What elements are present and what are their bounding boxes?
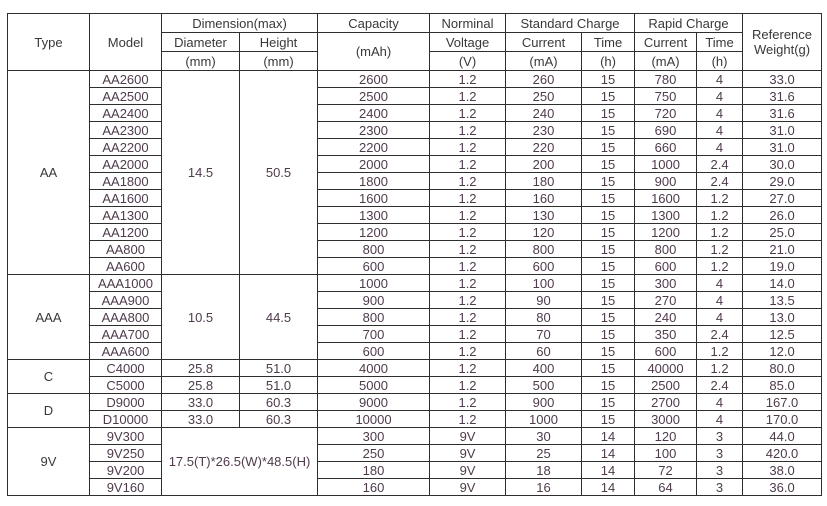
cell-capacity: 250 (318, 445, 430, 462)
cell-standard-time: 15 (582, 190, 635, 207)
table-header (8, 14, 822, 71)
cell-rapid-time: 3 (697, 462, 743, 479)
cell-height: 60.3 (240, 394, 318, 411)
cell-model: AA2300 (90, 122, 162, 139)
cell-voltage: 9V (430, 462, 506, 479)
cell-standard-time: 15 (582, 224, 635, 241)
cell-weight: 29.0 (743, 173, 822, 190)
cell-weight: 30.0 (743, 156, 822, 173)
table-row (8, 326, 822, 343)
cell-weight: 167.0 (743, 394, 822, 411)
cell-capacity: 2200 (318, 139, 430, 156)
col-header-standard-time-unit: (h) (582, 52, 635, 71)
col-header-voltage-unit: (V) (430, 52, 506, 71)
table-row (8, 275, 822, 292)
cell-type: AAA (8, 275, 90, 360)
reference-weight-line2: Weight(g) (753, 42, 811, 57)
cell-weight: 21.0 (743, 241, 822, 258)
cell-voltage: 1.2 (430, 394, 506, 411)
cell-standard-current: 800 (506, 241, 582, 258)
cell-standard-time: 15 (582, 207, 635, 224)
cell-diameter: 25.8 (162, 360, 240, 377)
cell-rapid-current: 3000 (635, 411, 697, 428)
cell-standard-current: 250 (506, 88, 582, 105)
cell-diameter: 14.5 (162, 71, 240, 275)
col-header-standard-time: Time (582, 33, 635, 52)
cell-rapid-current: 1300 (635, 207, 697, 224)
cell-model: 9V200 (90, 462, 162, 479)
cell-rapid-current: 72 (635, 462, 697, 479)
cell-rapid-time: 4 (697, 292, 743, 309)
cell-rapid-current: 2500 (635, 377, 697, 394)
cell-type: 9V (8, 428, 90, 496)
table-row (8, 377, 822, 394)
cell-standard-time: 15 (582, 258, 635, 275)
cell-standard-current: 16 (506, 479, 582, 496)
cell-voltage: 1.2 (430, 71, 506, 88)
cell-model: AA2400 (90, 105, 162, 122)
cell-height: 60.3 (240, 411, 318, 428)
cell-model: 9V300 (90, 428, 162, 445)
cell-height: 51.0 (240, 377, 318, 394)
table-row (8, 479, 822, 496)
cell-rapid-current: 120 (635, 428, 697, 445)
cell-rapid-time: 1.2 (697, 190, 743, 207)
table-row (8, 428, 822, 445)
cell-model: D9000 (90, 394, 162, 411)
header-row-1 (8, 14, 822, 33)
cell-rapid-current: 1000 (635, 156, 697, 173)
cell-rapid-current: 2700 (635, 394, 697, 411)
cell-standard-time: 15 (582, 292, 635, 309)
cell-dimension: 17.5(T)*26.5(W)*48.5(H) (162, 428, 318, 496)
cell-rapid-time: 1.2 (697, 258, 743, 275)
cell-voltage: 1.2 (430, 105, 506, 122)
cell-standard-current: 1000 (506, 411, 582, 428)
cell-standard-time: 15 (582, 377, 635, 394)
cell-model: AAA600 (90, 343, 162, 360)
col-header-capacity: Capacity (318, 14, 430, 33)
cell-standard-time: 15 (582, 326, 635, 343)
cell-weight: 26.0 (743, 207, 822, 224)
cell-weight: 31.6 (743, 105, 822, 122)
cell-standard-current: 130 (506, 207, 582, 224)
cell-weight: 12.0 (743, 343, 822, 360)
col-header-reference-weight (743, 14, 822, 71)
cell-standard-time: 14 (582, 445, 635, 462)
cell-standard-current: 25 (506, 445, 582, 462)
table-row (8, 445, 822, 462)
cell-weight: 38.0 (743, 462, 822, 479)
reference-weight-line1: Reference (752, 27, 813, 42)
table-row (8, 207, 822, 224)
cell-rapid-time: 3 (697, 479, 743, 496)
cell-capacity: 300 (318, 428, 430, 445)
cell-capacity: 160 (318, 479, 430, 496)
cell-rapid-time: 4 (697, 309, 743, 326)
cell-diameter: 33.0 (162, 411, 240, 428)
cell-standard-time: 15 (582, 309, 635, 326)
cell-standard-time: 15 (582, 88, 635, 105)
cell-voltage: 1.2 (430, 309, 506, 326)
cell-weight: 31.0 (743, 139, 822, 156)
cell-standard-current: 180 (506, 173, 582, 190)
cell-voltage: 1.2 (430, 292, 506, 309)
cell-diameter: 10.5 (162, 275, 240, 360)
col-header-dimension-group: Dimension(max) (162, 14, 318, 33)
table-row (8, 88, 822, 105)
cell-voltage: 1.2 (430, 173, 506, 190)
cell-weight: 19.0 (743, 258, 822, 275)
cell-weight: 420.0 (743, 445, 822, 462)
cell-capacity: 10000 (318, 411, 430, 428)
cell-rapid-time: 4 (697, 88, 743, 105)
cell-type: D (8, 394, 90, 428)
cell-standard-current: 500 (506, 377, 582, 394)
cell-rapid-current: 780 (635, 71, 697, 88)
cell-standard-current: 120 (506, 224, 582, 241)
table-row (8, 139, 822, 156)
cell-weight: 13.5 (743, 292, 822, 309)
cell-standard-time: 15 (582, 173, 635, 190)
cell-type: AA (8, 71, 90, 275)
cell-model: AAA700 (90, 326, 162, 343)
cell-voltage: 1.2 (430, 88, 506, 105)
cell-rapid-current: 270 (635, 292, 697, 309)
cell-model: C5000 (90, 377, 162, 394)
cell-standard-time: 15 (582, 139, 635, 156)
table-body (8, 71, 822, 496)
cell-standard-time: 15 (582, 394, 635, 411)
table-row (8, 156, 822, 173)
cell-standard-current: 600 (506, 258, 582, 275)
cell-voltage: 1.2 (430, 139, 506, 156)
cell-capacity: 9000 (318, 394, 430, 411)
col-header-rapid-charge: Rapid Charge (635, 14, 743, 33)
cell-capacity: 1300 (318, 207, 430, 224)
cell-voltage: 1.2 (430, 241, 506, 258)
table-row (8, 224, 822, 241)
col-header-type: Type (8, 14, 90, 71)
table-row (8, 71, 822, 88)
cell-standard-time: 14 (582, 462, 635, 479)
col-header-voltage: Voltage (430, 33, 506, 52)
battery-spec-table (7, 13, 822, 496)
table-row (8, 241, 822, 258)
cell-model: AAA1000 (90, 275, 162, 292)
cell-capacity: 600 (318, 258, 430, 275)
cell-rapid-current: 750 (635, 88, 697, 105)
cell-capacity: 900 (318, 292, 430, 309)
cell-standard-time: 15 (582, 156, 635, 173)
cell-height: 50.5 (240, 71, 318, 275)
cell-model: 9V250 (90, 445, 162, 462)
col-header-model: Model (90, 14, 162, 71)
cell-height: 51.0 (240, 360, 318, 377)
cell-model: AA2000 (90, 156, 162, 173)
cell-rapid-current: 1200 (635, 224, 697, 241)
cell-model: AA2200 (90, 139, 162, 156)
cell-voltage: 1.2 (430, 122, 506, 139)
table-row (8, 462, 822, 479)
cell-model: AA1600 (90, 190, 162, 207)
cell-model: 9V160 (90, 479, 162, 496)
cell-model: AA800 (90, 241, 162, 258)
cell-rapid-time: 4 (697, 394, 743, 411)
table-row (8, 190, 822, 207)
cell-standard-current: 400 (506, 360, 582, 377)
cell-standard-time: 15 (582, 71, 635, 88)
cell-capacity: 1000 (318, 275, 430, 292)
cell-rapid-current: 40000 (635, 360, 697, 377)
cell-voltage: 1.2 (430, 326, 506, 343)
cell-rapid-time: 4 (697, 411, 743, 428)
cell-standard-current: 30 (506, 428, 582, 445)
cell-standard-current: 100 (506, 275, 582, 292)
cell-standard-current: 220 (506, 139, 582, 156)
col-header-norminal: Norminal (430, 14, 506, 33)
cell-rapid-current: 690 (635, 122, 697, 139)
col-header-standard-current: Current (506, 33, 582, 52)
col-header-rapid-current: Current (635, 33, 697, 52)
cell-rapid-current: 300 (635, 275, 697, 292)
cell-standard-time: 14 (582, 479, 635, 496)
cell-rapid-current: 600 (635, 258, 697, 275)
cell-standard-current: 80 (506, 309, 582, 326)
cell-rapid-time: 4 (697, 122, 743, 139)
cell-weight: 36.0 (743, 479, 822, 496)
cell-rapid-current: 800 (635, 241, 697, 258)
cell-weight: 31.0 (743, 122, 822, 139)
cell-standard-time: 15 (582, 241, 635, 258)
cell-capacity: 2000 (318, 156, 430, 173)
cell-rapid-time: 2.4 (697, 173, 743, 190)
cell-model: D10000 (90, 411, 162, 428)
cell-voltage: 1.2 (430, 275, 506, 292)
cell-rapid-current: 1600 (635, 190, 697, 207)
cell-capacity: 800 (318, 241, 430, 258)
cell-height: 44.5 (240, 275, 318, 360)
cell-standard-current: 60 (506, 343, 582, 360)
cell-rapid-time: 4 (697, 275, 743, 292)
cell-rapid-time: 2.4 (697, 326, 743, 343)
cell-rapid-time: 4 (697, 71, 743, 88)
cell-standard-current: 900 (506, 394, 582, 411)
cell-rapid-time: 4 (697, 105, 743, 122)
cell-voltage: 1.2 (430, 360, 506, 377)
col-header-standard-current-unit: (mA) (506, 52, 582, 71)
cell-voltage: 9V (430, 479, 506, 496)
cell-capacity: 700 (318, 326, 430, 343)
table-row (8, 122, 822, 139)
cell-rapid-time: 1.2 (697, 343, 743, 360)
cell-rapid-current: 64 (635, 479, 697, 496)
cell-rapid-time: 1.2 (697, 224, 743, 241)
cell-voltage: 1.2 (430, 377, 506, 394)
cell-voltage: 1.2 (430, 190, 506, 207)
cell-rapid-current: 720 (635, 105, 697, 122)
cell-rapid-time: 1.2 (697, 241, 743, 258)
cell-voltage: 9V (430, 445, 506, 462)
cell-weight: 44.0 (743, 428, 822, 445)
cell-model: AAA800 (90, 309, 162, 326)
col-header-height-unit: (mm) (240, 52, 318, 71)
cell-diameter: 25.8 (162, 377, 240, 394)
cell-model: C4000 (90, 360, 162, 377)
cell-weight: 31.6 (743, 88, 822, 105)
table-row (8, 292, 822, 309)
cell-model: AAA900 (90, 292, 162, 309)
table-row (8, 173, 822, 190)
cell-rapid-current: 600 (635, 343, 697, 360)
col-header-height: Height (240, 33, 318, 52)
col-header-standard-charge: Standard Charge (506, 14, 635, 33)
cell-capacity: 1200 (318, 224, 430, 241)
cell-type: C (8, 360, 90, 394)
cell-standard-current: 70 (506, 326, 582, 343)
cell-capacity: 2400 (318, 105, 430, 122)
col-header-rapid-current-unit: (mA) (635, 52, 697, 71)
cell-standard-time: 15 (582, 122, 635, 139)
cell-model: AA1200 (90, 224, 162, 241)
cell-capacity: 2300 (318, 122, 430, 139)
table-row (8, 105, 822, 122)
cell-standard-time: 15 (582, 411, 635, 428)
cell-rapid-time: 1.2 (697, 360, 743, 377)
cell-voltage: 1.2 (430, 411, 506, 428)
cell-weight: 80.0 (743, 360, 822, 377)
cell-standard-time: 15 (582, 275, 635, 292)
col-header-rapid-time: Time (697, 33, 743, 52)
cell-weight: 85.0 (743, 377, 822, 394)
cell-weight: 12.5 (743, 326, 822, 343)
cell-capacity: 5000 (318, 377, 430, 394)
cell-rapid-time: 3 (697, 428, 743, 445)
cell-rapid-time: 4 (697, 139, 743, 156)
cell-rapid-time: 1.2 (697, 207, 743, 224)
cell-standard-time: 15 (582, 360, 635, 377)
cell-weight: 27.0 (743, 190, 822, 207)
cell-rapid-current: 100 (635, 445, 697, 462)
table-row (8, 343, 822, 360)
cell-rapid-current: 660 (635, 139, 697, 156)
cell-rapid-time: 2.4 (697, 377, 743, 394)
cell-capacity: 600 (318, 343, 430, 360)
cell-capacity: 1600 (318, 190, 430, 207)
cell-standard-current: 200 (506, 156, 582, 173)
cell-voltage: 1.2 (430, 343, 506, 360)
cell-model: AA600 (90, 258, 162, 275)
cell-standard-current: 90 (506, 292, 582, 309)
cell-standard-current: 18 (506, 462, 582, 479)
cell-standard-current: 160 (506, 190, 582, 207)
table-row (8, 360, 822, 377)
cell-rapid-current: 350 (635, 326, 697, 343)
cell-voltage: 1.2 (430, 207, 506, 224)
cell-standard-time: 15 (582, 343, 635, 360)
cell-rapid-current: 900 (635, 173, 697, 190)
col-header-diameter: Diameter (162, 33, 240, 52)
cell-voltage: 1.2 (430, 258, 506, 275)
cell-model: AA1800 (90, 173, 162, 190)
cell-diameter: 33.0 (162, 394, 240, 411)
cell-standard-time: 14 (582, 428, 635, 445)
cell-rapid-current: 240 (635, 309, 697, 326)
cell-standard-current: 260 (506, 71, 582, 88)
cell-weight: 13.0 (743, 309, 822, 326)
cell-standard-current: 240 (506, 105, 582, 122)
col-header-diameter-unit: (mm) (162, 52, 240, 71)
cell-standard-current: 230 (506, 122, 582, 139)
col-header-capacity-unit: (mAh) (318, 33, 430, 71)
cell-model: AA2600 (90, 71, 162, 88)
cell-capacity: 1800 (318, 173, 430, 190)
cell-weight: 14.0 (743, 275, 822, 292)
cell-capacity: 2500 (318, 88, 430, 105)
cell-weight: 33.0 (743, 71, 822, 88)
cell-model: AA1300 (90, 207, 162, 224)
cell-capacity: 2600 (318, 71, 430, 88)
cell-rapid-time: 3 (697, 445, 743, 462)
col-header-rapid-time-unit: (h) (697, 52, 743, 71)
cell-capacity: 800 (318, 309, 430, 326)
table-row (8, 258, 822, 275)
table-row (8, 394, 822, 411)
cell-model: AA2500 (90, 88, 162, 105)
cell-standard-time: 15 (582, 105, 635, 122)
cell-weight: 25.0 (743, 224, 822, 241)
cell-rapid-time: 2.4 (697, 156, 743, 173)
cell-voltage: 9V (430, 428, 506, 445)
table-row (8, 411, 822, 428)
cell-weight: 170.0 (743, 411, 822, 428)
cell-capacity: 4000 (318, 360, 430, 377)
cell-capacity: 180 (318, 462, 430, 479)
cell-voltage: 1.2 (430, 224, 506, 241)
cell-voltage: 1.2 (430, 156, 506, 173)
table-row (8, 309, 822, 326)
